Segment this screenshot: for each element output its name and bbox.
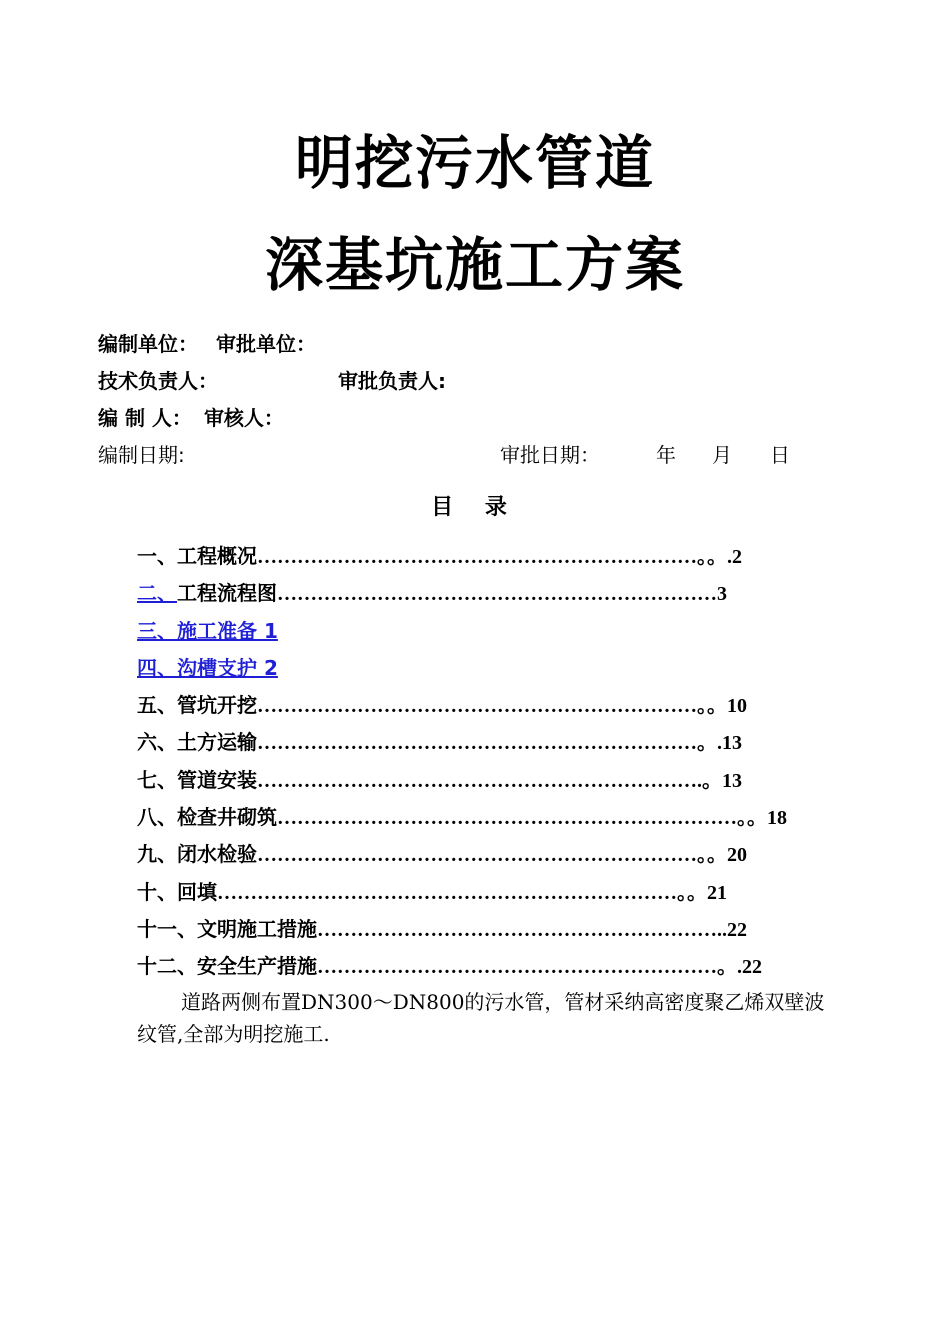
toc-item-page: 。。.2 (697, 546, 742, 568)
toc-item-page: 。。18 (737, 807, 787, 830)
toc-item-link-support[interactable]: 四、沟槽支护 2 (137, 655, 278, 680)
toc-item-4[interactable] (137, 650, 837, 687)
toc-item-leader: ………………………………………………………… (277, 583, 717, 606)
toc-item-3[interactable] (137, 613, 837, 650)
toc-item-number: 一、 (137, 544, 177, 568)
toc-item-page: .。13 (697, 769, 742, 792)
toc-item-11[interactable] (137, 911, 837, 948)
toc-item-leader: ………………………………………………………… (257, 732, 697, 755)
year-label: 年 (656, 443, 676, 467)
toc-item-leader: …………………………………………………………… (217, 881, 677, 904)
toc-item-2[interactable] (137, 575, 837, 612)
toc-item-leader: …………………………………………………… (317, 956, 717, 979)
toc-item-page: 。。21 (677, 881, 727, 904)
toc-item-number: 十、 (137, 879, 177, 904)
toc-item-7[interactable] (137, 762, 837, 799)
toc-item-number: 九、 (137, 842, 177, 867)
toc-item-leader: ………………………………………………………… (257, 546, 697, 568)
toc-item-page: 3 (717, 583, 727, 606)
toc-item-leader: ………………………………………………………… (257, 844, 697, 867)
toc-item-12[interactable] (137, 948, 837, 985)
meta-row-dates (98, 442, 798, 468)
tech-lead-label: 技术负责人： (98, 369, 218, 393)
meta-row-units (98, 331, 316, 357)
toc-item-leader: …………………………………………………… (317, 918, 717, 941)
approve-lead-label: 审批负责人: (338, 369, 446, 393)
compile-unit-label: 编制单位： (98, 332, 198, 356)
document-title-line1: 明挖污水管道 (294, 129, 655, 197)
toc-item-number: 七、 (137, 767, 177, 792)
toc-item-number: 十一、 (137, 916, 197, 941)
document-title-line2: 深基坑施工方案 (264, 231, 685, 299)
toc-item-number-link[interactable]: 二、 (137, 581, 177, 606)
meta-row-people (98, 405, 284, 431)
compiler-label: 编 制 人： (98, 406, 192, 430)
toc-heading: 目 录 (431, 495, 519, 520)
toc-item-text: 检查井砌筑 (177, 805, 277, 830)
toc-item-10[interactable] (137, 874, 837, 911)
toc-item-text: 工程流程图 (177, 581, 277, 606)
approve-unit-label: 审批单位： (216, 332, 316, 356)
toc-item-text: 闭水检验 (177, 842, 257, 867)
toc-item-leader: ………………………………………………………… (257, 695, 697, 718)
toc-item-text: 安全生产措施 (197, 954, 317, 979)
toc-item-page: 。.13 (697, 732, 742, 755)
toc-item-leader: …………………………………………………………… (277, 807, 737, 830)
toc-item-5[interactable] (137, 687, 837, 724)
body-paragraph: 道路两侧布置DN300～DN800的污水管，管材采纳高密度聚乙烯双壁波纹管,全部为明挖施工. (137, 990, 825, 1046)
reviewer-label: 审核人： (203, 406, 284, 430)
toc-item-text: 文明施工措施 (197, 916, 317, 941)
toc-item-text: 管坑开挖 (177, 693, 257, 718)
compile-date-label: 编制日期: (98, 443, 185, 467)
toc-item-page: 。。20 (697, 844, 747, 867)
toc-item-number: 八、 (137, 805, 177, 830)
toc-item-8[interactable] (137, 799, 837, 836)
toc-item-number: 六、 (137, 730, 177, 755)
table-of-contents (137, 538, 837, 986)
toc-item-leader: ………………………………………………………… (257, 769, 697, 792)
approve-date-label: 审批日期： (500, 443, 600, 467)
toc-item-number: 十二、 (137, 954, 197, 979)
toc-item-text: 回填 (177, 879, 217, 904)
toc-item-page: 。。10 (697, 695, 747, 718)
toc-item-page: 。.22 (717, 956, 762, 979)
toc-item-page: ..22 (717, 918, 747, 941)
toc-item-text: 土方运输 (177, 730, 257, 755)
toc-item-number: 五、 (137, 693, 177, 718)
toc-item-link-prep[interactable]: 三、施工准备 1 (137, 618, 278, 643)
toc-item-6[interactable] (137, 724, 837, 761)
toc-item-1[interactable] (137, 538, 837, 575)
month-label: 月 (712, 443, 732, 467)
toc-item-9[interactable] (137, 836, 837, 873)
meta-row-leads (98, 368, 446, 394)
day-label: 日 (770, 443, 790, 467)
toc-item-text: 工程概况 (177, 544, 257, 568)
toc-item-text: 管道安装 (177, 767, 257, 792)
